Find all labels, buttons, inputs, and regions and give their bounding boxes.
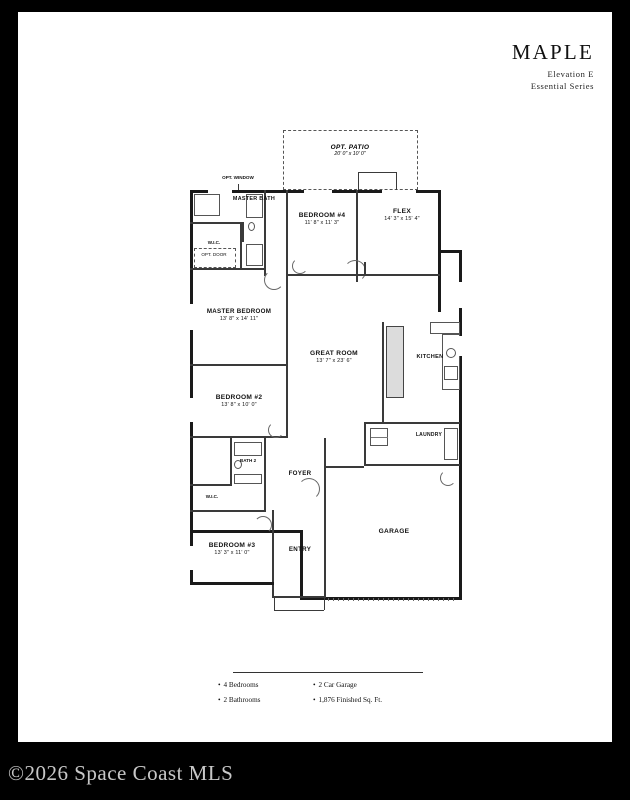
wall-laundry-bottom [364,464,460,466]
bath2-tub [234,442,262,456]
porch-outline-left [274,596,275,610]
room-flex-name: FLEX [392,208,412,215]
series-label: Essential Series [530,81,594,91]
plan-sheet [18,12,612,742]
room-foyer [276,470,324,478]
window-top-2 [304,190,332,193]
flex-door-arc [344,260,366,282]
garage-door-hatch [328,598,456,601]
page-title: MAPLE [511,40,594,64]
room-master-bath [224,196,284,203]
room-great [292,350,376,365]
bullet-icon: • [218,681,221,689]
room-garage [358,528,430,536]
room-master-bedroom [194,308,284,323]
room-bedroom-3 [194,542,270,557]
porch-outline-bottom [274,610,324,611]
room-kitchen [408,354,452,361]
wall-hallwic-bottom [190,510,266,512]
toilet-fixture [248,222,255,231]
room-kitchen-name: KITCHEN [416,354,444,360]
vanity-fixture [246,244,263,266]
features-divider [233,672,423,673]
window-right-2 [459,336,462,356]
exterior-wall-bottom-left [300,530,303,600]
wall-bath-split [242,222,244,242]
wall-bath2-right [264,438,266,510]
wall-entry-bottom [272,596,326,598]
features-block [218,672,438,704]
room-bedroom-2-name: BEDROOM #2 [215,394,263,401]
wall-bath-bottom [190,268,266,270]
bath2-text: BATH 2 [239,458,257,463]
bed2-door-arc [268,422,284,438]
bed4-door-arc [292,258,308,274]
room-foyer-name: FOYER [288,470,312,477]
wall-wic-top [190,222,242,224]
wic-master-text: W.I.C. [207,240,221,245]
room-entry [276,546,324,554]
feature-item [313,681,418,689]
room-great-dim: 13' 7" x 23' 6" [316,358,352,365]
room-master-bath-name: MASTER BATH [232,196,276,202]
wall-garage-left [324,466,326,598]
opt-patio-name: OPT. PATIO [330,144,370,151]
wall-laundry-left [364,422,366,466]
feature-item [218,696,313,704]
laundry-door-arc [440,470,456,486]
bullet-icon: • [313,696,316,704]
flex-opening-jamb [364,262,366,276]
feature-label: 4 Bedrooms [223,681,259,689]
laundry-appliance-x1 [371,437,388,438]
room-master-dim: 13' 8" x 14' 11" [219,315,259,322]
title-block [512,40,594,91]
opt-window-label: OPT. WINDOW [222,175,254,180]
opt-door-outline [194,248,236,268]
opt-door-text: OPT. DOOR [201,252,227,257]
exterior-wall-bed3-bottom [190,582,274,585]
wall-garage-top [324,466,364,468]
exterior-wall-left-2 [190,330,193,392]
elevation-label: Elevation E [547,69,594,79]
feature-item [313,696,418,704]
copyright-watermark: ©2026 Space Coast MLS [8,761,234,785]
room-bedroom-3-name: BEDROOM #3 [208,542,256,549]
wall-master-right [286,276,288,366]
room-master-name-1: MASTER BEDROOM [206,308,272,315]
opt-patio-label [290,144,410,157]
room-flex-dim: 14' 3" x 15' 4" [384,216,420,223]
kitchen-counter-top [430,322,460,334]
foyer-door-arc [298,478,320,500]
exterior-wall-left-bump [190,530,300,533]
room-garage-name: GARAGE [378,528,410,535]
patio-edge [358,172,396,173]
feature-label: 1,876 Finished Sq. Ft. [318,696,383,704]
window-right-1 [459,282,462,308]
bath2-vanity [234,474,262,484]
room-bedroom-4-name: BEDROOM #4 [298,212,346,219]
room-bedroom-4-dim: 11' 8" x 11' 3" [304,220,340,227]
window-left-2 [190,398,193,422]
wall-masterbath-right [264,190,266,276]
room-great-name: GREAT ROOM [310,350,358,357]
kitchen-counter-right [442,334,460,390]
feature-label: 2 Car Garage [318,681,357,689]
patio-edge-3 [396,172,397,190]
patio-edge-2 [358,172,359,190]
kitchen-range-icon [444,366,458,380]
wall-kitchen-left [382,322,384,422]
wall-bath2-bottom [190,484,232,486]
opt-window-note [220,175,256,181]
bullet-icon: • [218,696,221,704]
feature-item [218,681,313,689]
wic-hall-text: W.I.C. [205,494,219,499]
room-bedroom-3-dim: 13' 3" x 11' 0" [214,550,250,557]
bullet-icon: • [313,681,316,689]
window-left-1 [190,304,193,330]
porch-outline-right [324,596,325,610]
master-door-arc [264,270,284,290]
floor-plan-drawing [168,122,468,622]
room-bedroom-2-dim: 13' 8" x 10' 0" [221,402,257,409]
wall-great-left [286,276,288,278]
wall-master-bottom [190,364,288,366]
opt-patio-outline [283,130,418,190]
wall-laundry-top [364,422,460,424]
room-bedroom-2 [194,394,284,409]
opt-patio-dim: 20' 0" x 10' 0" [334,151,366,157]
wic-master-label [192,240,236,246]
tub-fixture [194,194,220,216]
wic-hall-label [192,494,232,500]
room-flex [366,208,438,223]
bath2-label [232,458,264,464]
laundry-shelf [444,428,458,460]
room-entry-name: ENTRY [288,546,312,553]
window-top-3 [382,190,416,193]
wall-flex-bottom [358,274,440,276]
room-laundry-name: LAUNDRY [415,432,443,438]
wall-bed4-left [286,190,288,276]
kitchen-island [386,326,404,398]
window-left-3 [190,546,193,570]
exterior-wall-left-4 [190,442,193,532]
room-bedroom-4 [286,212,358,227]
bed3-door-arc [254,516,272,534]
wall-bed2-right [286,366,288,438]
feature-label: 2 Bathrooms [223,696,261,704]
window-top-1 [208,190,232,193]
